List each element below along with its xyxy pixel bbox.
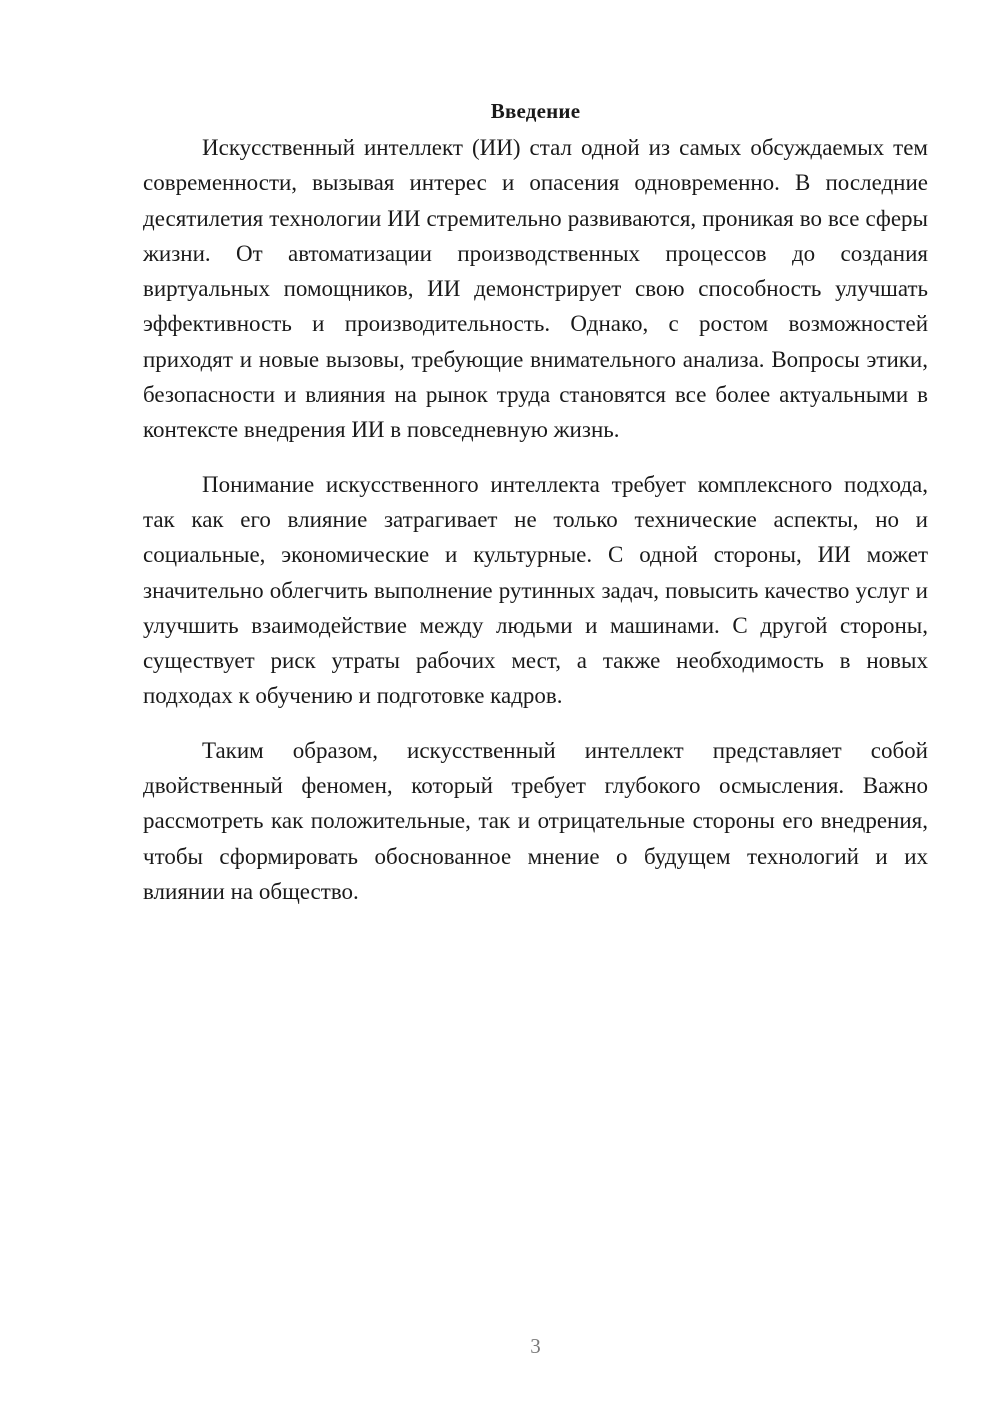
- page-number: 3: [530, 1334, 541, 1358]
- paragraph-2: Понимание искусственного интеллекта требует комплексного подхода, так как его влияние затрагивает не только технические аспекты, но и социальные, экономические и культурные. С одной стороны, ИИ может значительно облегчить выполнение рутинных задач, повысить качество услуг и улучшить взаимодействие между людьми и машинами. С другой стороны, существует риск утраты рабочих мест, а также необходимость в новых подходах к обучению и подготовке кадров.: [143, 471, 928, 709]
- paragraph-1: Искусственный интеллект (ИИ) стал одной из самых обсуждаемых тем современности, вызывая интерес и опасения одновременно. В последние десятилетия технологии ИИ стремительно развиваются, проникая во все сферы жизни. От автоматизации производственных процессов до создания виртуальных помощников, ИИ демонстрирует свою способность улучшать эффективность и производительность. Однако, с ростом возможностей приходят и новые вызовы, требующие внимательного анализа. Вопросы этики, безопасности и влияния на рынок труда становятся все более актуальными в контексте внедрения ИИ в повседневную жизнь.: [143, 135, 928, 443]
- page-body: [143, 96, 928, 928]
- paragraph-3: Таким образом, искусственный интеллект представляет собой двойственный феномен, который требует глубокого осмысления. Важно рассмотреть как положительные, так и отрицательные стороны его внедрения, чтобы сформировать обоснованное мнение о будущем технологий и их влиянии на общество.: [143, 737, 928, 904]
- section-heading: Введение: [490, 99, 581, 123]
